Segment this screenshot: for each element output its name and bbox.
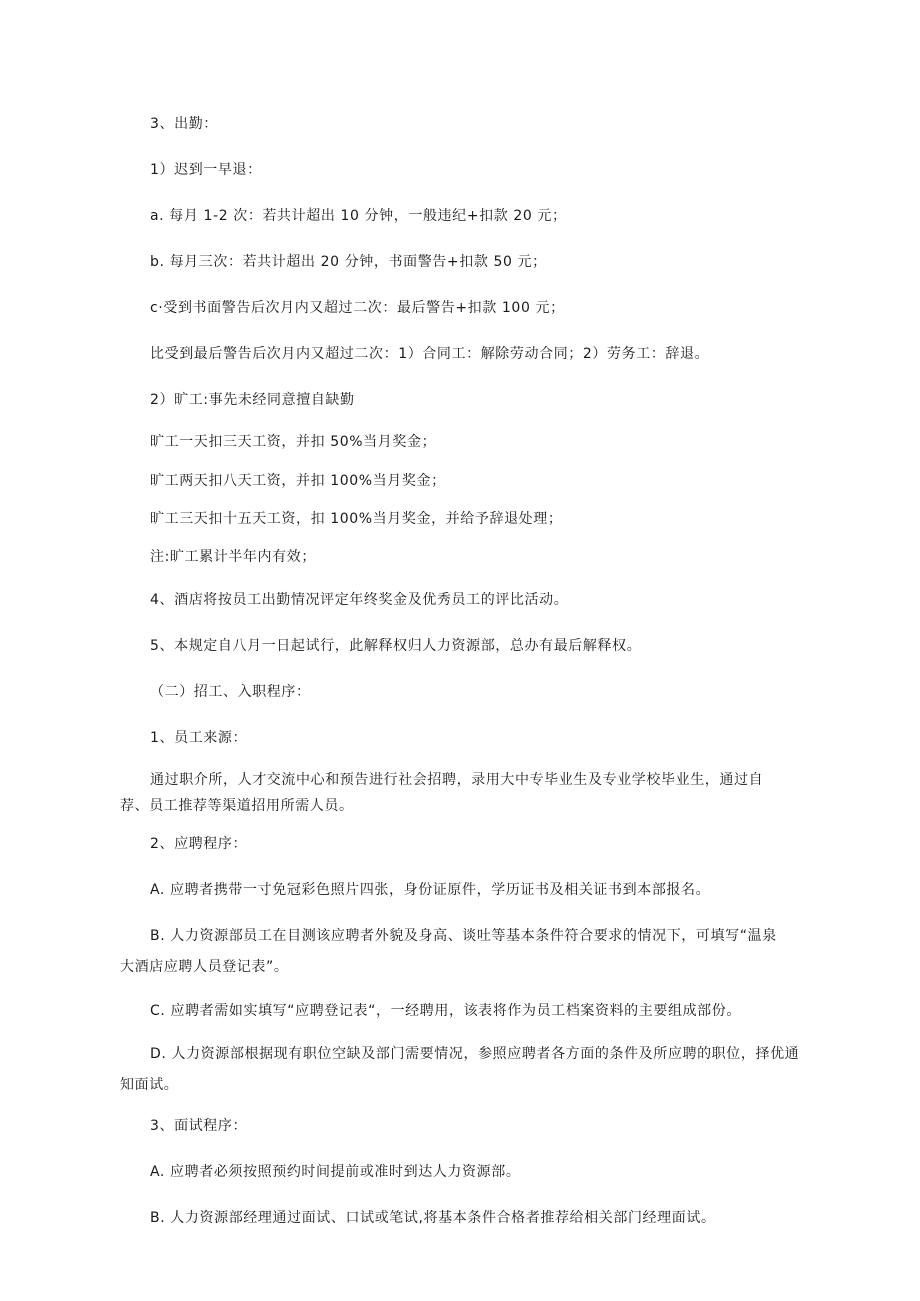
paragraph-staff-source-line2: 荐、员工推荐等渠道招用所需人员。 [120, 798, 354, 814]
absence-note: 注:旷工累计半年内有效； [150, 549, 316, 565]
subheading-late-early: 1）迟到一早退： [150, 162, 262, 178]
rule-item-c: c·受到书面警告后次月内又超过二次：最后警告+扣款 100 元； [150, 300, 565, 316]
procedure-item-b-line1: B. 人力资源部员工在目测该应聘者外貌及身高、谈吐等基本条件符合要求的情况下，可填写“温泉 [150, 928, 777, 944]
rule-item-d: 比受到最后警告后次月内又超过二次：1）合同工：解除劳动合同；2）劳务工：辞退。 [150, 346, 710, 362]
section-heading-recruitment: （二）招工、入职程序： [150, 684, 311, 700]
subheading-interview-procedure: 3、面试程序： [150, 1118, 248, 1134]
section-item-5: 5、本规定自八月一日起试行，此解释权归人力资源部，总办有最后解释权。 [150, 638, 642, 654]
section-heading-attendance: 3、出勤： [150, 116, 218, 132]
procedure-item-a: A. 应聘者携带一寸免冠彩色照片四张，身份证原件，学历证书及相关证书到本部报名。 [150, 882, 711, 898]
subheading-staff-source: 1、员工来源： [150, 730, 248, 746]
absence-rule-one-day: 旷工一天扣三天工资，并扣 50%当月奖金； [150, 434, 437, 450]
paragraph-staff-source-line1: 通过职介所，人才交流中心和预告进行社会招聘，录用大中专毕业生及专业学校毕业生，通过自 [150, 772, 764, 788]
absence-rule-three-days: 旷工三天扣十五天工资，扣 100%当月奖金，并给予辞退处理； [150, 511, 563, 527]
absence-rule-two-days: 旷工两天扣八天工资，并扣 100%当月奖金； [150, 473, 446, 489]
procedure-item-d-line1: D. 人力资源部根据现有职位空缺及部门需要情况，参照应聘者各方面的条件及所应聘的职位，择优通 [150, 1046, 800, 1062]
rule-item-b: b. 每月三次：若共计超出 20 分钟，书面警告+扣款 50 元； [150, 254, 547, 270]
section-item-4: 4、酒店将按员工出勤情况评定年终奖金及优秀员工的评比活动。 [150, 592, 569, 608]
procedure-item-d-line2: 知面试。 [120, 1077, 179, 1093]
procedure-item-b-line2: 大酒店应聘人员登记表”。 [120, 959, 289, 975]
subheading-application-procedure: 2、应聘程序： [150, 836, 248, 852]
procedure-item-c: C. 应聘者需如实填写“应聘登记表“，一经聘用，该表将作为员工档案资料的主要组成部份。 [150, 1003, 741, 1019]
subheading-absenteeism: 2）旷工:事先未经同意擅自缺勤 [150, 392, 355, 408]
interview-item-a: A. 应聘者必须按照预约时间提前或准时到达人力资源部。 [150, 1164, 521, 1180]
rule-item-a: a. 每月 1-2 次：若共计超出 10 分钟，一般违纪+扣款 20 元； [150, 208, 567, 224]
interview-item-b: B. 人力资源部经理通过面试、口试或笔试,将基本条件合格者推荐给相关部门经理面试。 [150, 1210, 716, 1226]
